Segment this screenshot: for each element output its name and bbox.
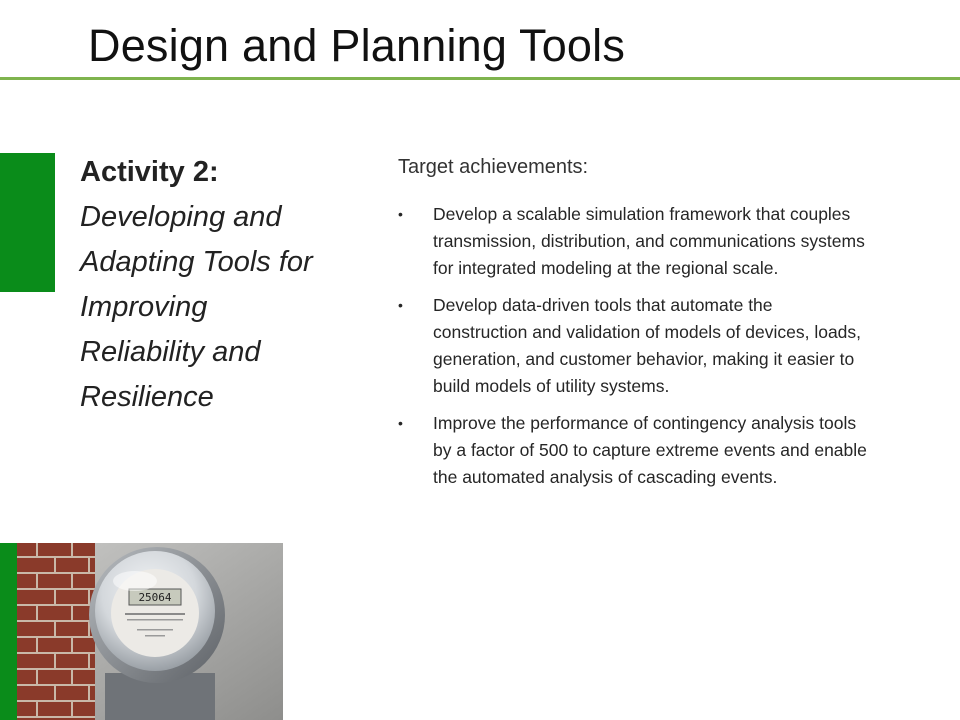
target-achievements bbox=[398, 153, 868, 501]
list-item bbox=[398, 410, 868, 491]
green-accent-bar-top bbox=[0, 153, 55, 292]
list-item bbox=[398, 292, 868, 400]
bullet-icon: • bbox=[398, 415, 403, 431]
list-item-text: Develop data-driven tools that automate the construction and validation of models of devices, loads, generation, and customer behavior, making it easier to build models of utility systems. bbox=[433, 295, 862, 396]
smart-meter-photo bbox=[17, 543, 283, 720]
bullet-icon: • bbox=[398, 297, 403, 313]
activity-block bbox=[80, 150, 330, 420]
brick-wall bbox=[17, 543, 95, 720]
achievements-list bbox=[398, 201, 868, 491]
activity-description: Developing and Adapting Tools for Improving Reliability and Resilience bbox=[80, 201, 313, 413]
slide-title: Design and Planning Tools bbox=[88, 20, 626, 71]
list-item bbox=[398, 201, 868, 282]
title-divider bbox=[0, 77, 960, 80]
meter-illustration bbox=[17, 543, 283, 720]
achievements-heading: Target achievements: bbox=[398, 156, 589, 178]
activity-heading: Activity 2: bbox=[80, 156, 219, 188]
list-item-text: Develop a scalable simulation framework that couples transmission, distribution, and communications systems for integrated modeling at the regional scale. bbox=[433, 204, 865, 278]
bullet-icon: • bbox=[398, 206, 403, 222]
meter-reading: 25064 bbox=[138, 591, 172, 604]
green-accent-bar-bottom bbox=[0, 543, 17, 720]
list-item-text: Improve the performance of contingency analysis tools by a factor of 500 to capture extreme events and enable the automated analysis of cascading events. bbox=[433, 413, 867, 487]
